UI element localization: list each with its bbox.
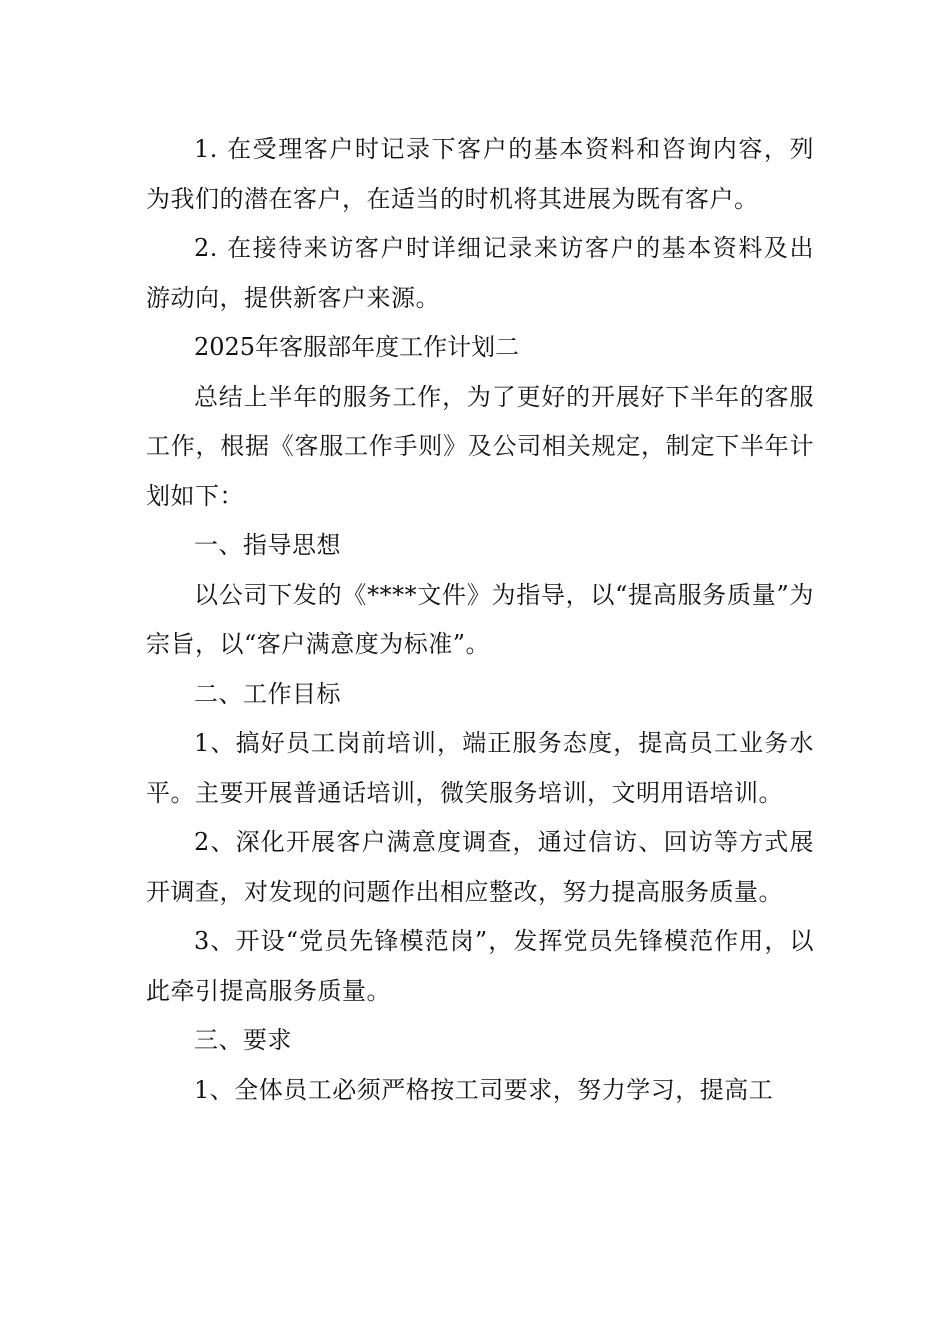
heading-work-goals: 二、工作目标 — [194, 679, 341, 708]
goal-item-2: 2、深化开展客户满意度调查，通过信访、回访等方式展开调查，对发现的问题作出相应整改，努力提高服务质量。 — [146, 828, 814, 906]
paragraph-item-2: 2. 在接待来访客户时详细记录来访客户的基本资料及出游动向，提供新客户来源。 — [146, 234, 814, 312]
goal-item-3: 3、开设“党员先锋模范岗”，发挥党员先锋模范作用，以此牵引提高服务质量。 — [146, 927, 814, 1005]
requirement-item-1: 1、全体员工必须严格按工司要求，努力学习，提高工 — [194, 1075, 774, 1104]
summary-paragraph: 总结上半年的服务工作，为了更好的开展好下半年的客服工作，根据《客服工作手则》及公司相关规定，制定下半年计划如下： — [146, 382, 814, 510]
paragraph-item-1: 1. 在受理客户时记录下客户的基本资料和咨询内容，列为我们的潜在客户，在适当的时机将其进展为既有客户。 — [146, 135, 814, 213]
section-title: 2025年客服部年度工作计划二 — [194, 333, 520, 361]
document-body — [146, 125, 814, 1115]
heading-guiding-ideology: 一、指导思想 — [194, 531, 341, 559]
heading-requirements: 三、要求 — [194, 1026, 292, 1054]
guiding-ideology-paragraph: 以公司下发的《****文件》为指导，以“提高服务质量”为宗旨，以“客户满意度为标准”。 — [146, 580, 814, 658]
goal-item-1: 1、搞好员工岗前培训，端正服务态度，提高员工业务水平。主要开展普通话培训，微笑服务培训，文明用语培训。 — [146, 729, 814, 807]
